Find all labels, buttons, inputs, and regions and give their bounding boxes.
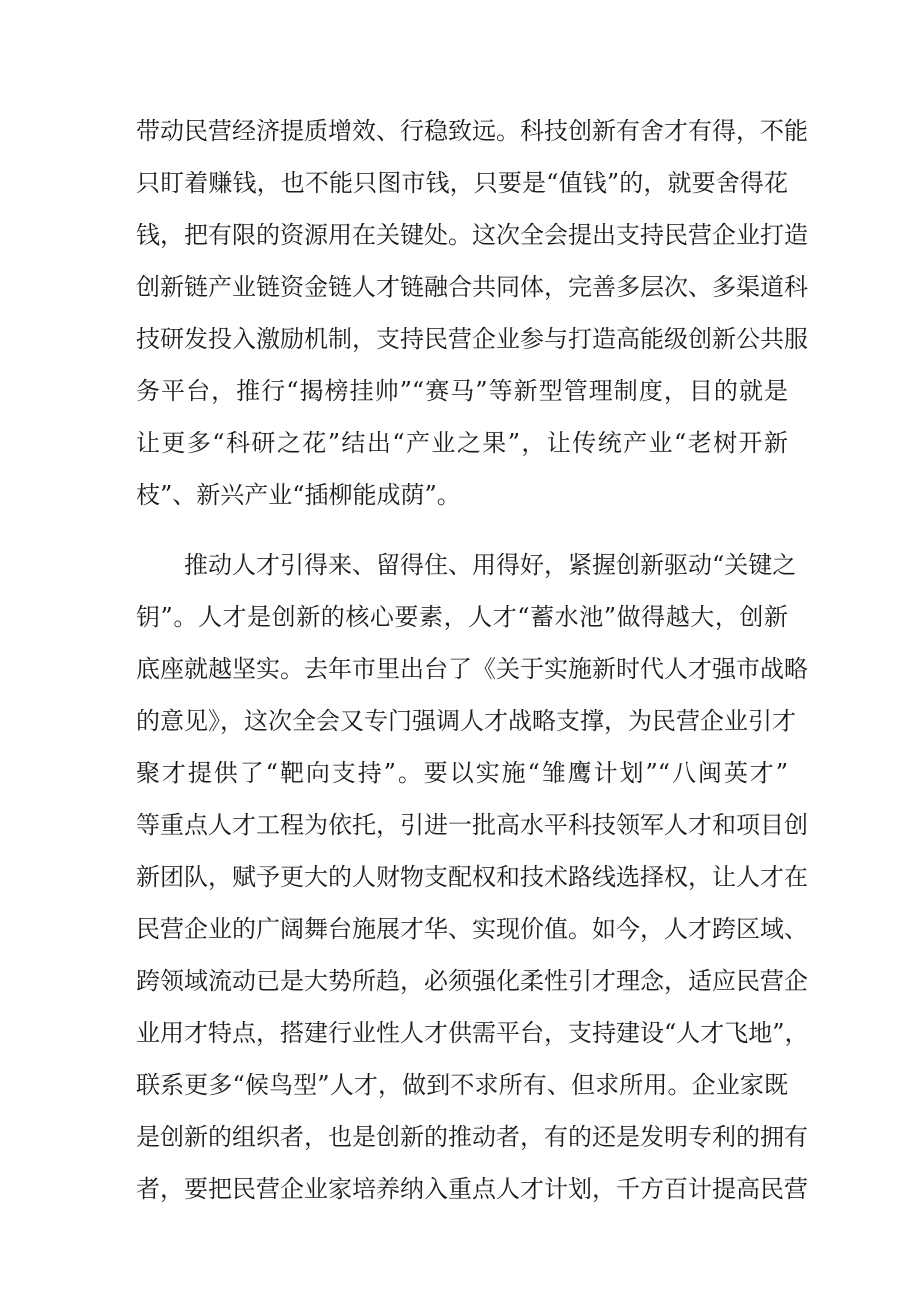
- paragraph-line: 推动人才引得来、留得住、用得好，紧握创新驱动“关键之: [184, 551, 797, 579]
- paragraph-line: 联系更多“候鸟型”人才，做到不求所有、但求所用。企业家既: [136, 1071, 788, 1099]
- paragraph-line: 务平台，推行“揭榜挂帅”“赛马”等新型管理制度，目的就是: [136, 377, 788, 405]
- paragraph-line: 业用才特点，搭建行业性人才供需平台，支持建设“人才飞地”，: [136, 1019, 809, 1047]
- paragraph-line: 底座就越坚实。去年市里出台了《关于实施新时代人才强市战略: [136, 655, 808, 683]
- paragraph-line: 是创新的组织者，也是创新的推动者，有的还是发明专利的拥有: [136, 1123, 808, 1151]
- paragraph-line: 技研发投入激励机制，支持民营企业参与打造高能级创新公共服: [136, 325, 808, 353]
- paragraph-line: 新团队，赋予更大的人财物支配权和技术路线选择权，让人才在: [136, 863, 808, 891]
- paragraph-line: 让更多“科研之花”结出“产业之果”，让传统产业“老树开新: [136, 429, 788, 457]
- paragraph-line: 的意见》，这次全会又专门强调人才战略支撑，为民营企业引才: [136, 707, 796, 735]
- paragraph-line: 者，要把民营企业家培养纳入重点人才计划，千方百计提高民营: [136, 1175, 808, 1203]
- paragraph-line: 钥”。人才是创新的核心要素，人才“蓄水池”做得越大，创新: [136, 603, 788, 631]
- paragraph-line: 钱，把有限的资源用在关键处。这次全会提出支持民营企业打造: [136, 221, 808, 249]
- paragraph-line: 等重点人才工程为依托，引进一批高水平科技领军人才和项目创: [136, 811, 808, 839]
- paragraph-line: 跨领域流动已是大势所趋，必须强化柔性引才理念，适应民营企: [136, 967, 808, 995]
- paragraph-line: 带动民营经济提质增效、行稳致远。科技创新有舍才有得，不能: [136, 117, 808, 145]
- paragraph-line: 聚才提供了“靶向支持”。要以实施“雏鹰计划”“八闽英才”: [136, 759, 788, 787]
- paragraph-line: 只盯着赚钱，也不能只图市钱，只要是“值钱”的，就要舍得花: [136, 169, 788, 197]
- paragraph-line: 枝”、新兴产业“插柳能成荫”。: [136, 481, 461, 509]
- paragraph-line: 民营企业的广阔舞台施展才华、实现价值。如今，人才跨区域、: [136, 915, 808, 943]
- paragraph-line: 创新链产业链资金链人才链融合共同体，完善多层次、多渠道科: [136, 273, 808, 301]
